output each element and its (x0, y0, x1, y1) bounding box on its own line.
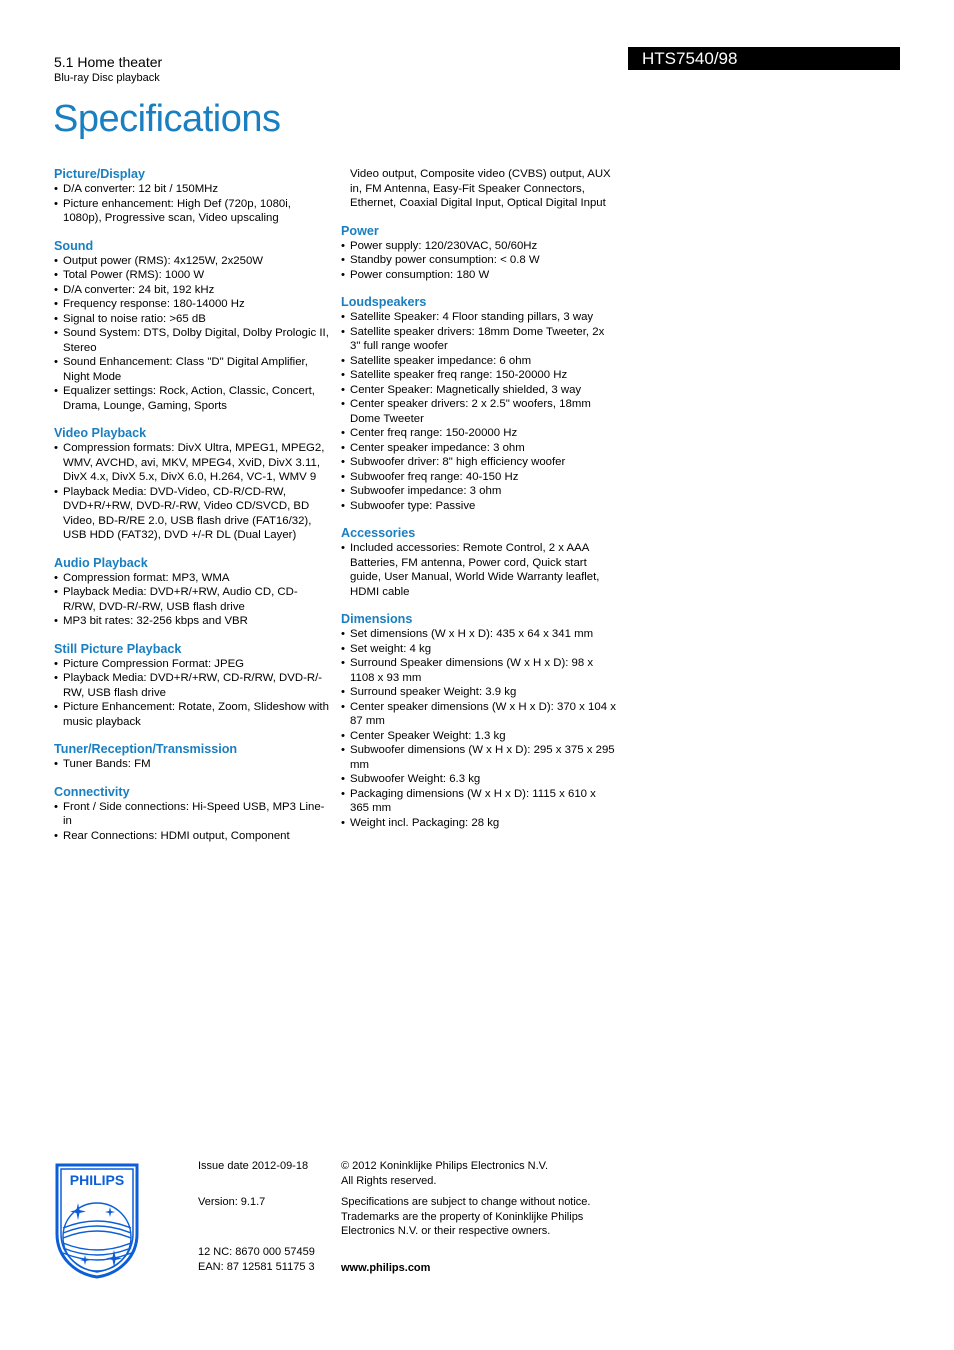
spec-item: • Subwoofer Weight: 6.3 kg (341, 772, 617, 787)
spec-item: • Compression format: MP3, WMA (54, 571, 330, 586)
section-title: Dimensions (341, 612, 413, 626)
spec-item: • Picture Compression Format: JPEG (54, 657, 330, 672)
page-title: Specifications (53, 98, 281, 140)
section-title: Connectivity (54, 784, 130, 799)
spec-list (341, 627, 617, 830)
section-title: Picture/Display (54, 167, 145, 181)
spec-list (54, 254, 330, 414)
product-subtitle: Blu-ray Disc playback (54, 72, 160, 84)
spec-column-left (54, 167, 330, 843)
spec-list (341, 310, 617, 513)
philips-wordmark: PHILIPS (69, 1172, 125, 1188)
spec-item: • Satellite speaker freq range: 150-20000 Hz (341, 368, 617, 383)
spec-item: • Satellite speaker drivers: 18mm Dome Tweeter, 2x 3" full range woofer (341, 325, 617, 354)
legal-notice: Specifications are subject to change without notice. Trademarks are the property of Koninklijke Philips Electronics N.V. or their respective owners. (341, 1196, 591, 1237)
spec-item: • Sound Enhancement: Class "D" Digital Amplifier, Night Mode (54, 355, 330, 384)
spec-item: • Packaging dimensions (W x H x D): 1115 x 610 x 365 mm (341, 787, 617, 816)
spec-item: • D/A converter: 12 bit / 150MHz (54, 182, 330, 197)
footer-issue-info (198, 1159, 315, 1274)
rights-reserved: All Rights reserved. (341, 1174, 437, 1187)
section-title: Power (341, 223, 379, 238)
spec-item: • Playback Media: DVD-Video, CD-R/CD-RW, DVD+R/+RW, DVD-R/-RW, Video CD/SVCD, BD Video, BD-R/RE 2.0, USB flash drive (FAT16/32), USB HDD (FAT32), DVD +/-R DL (Dual Layer) (54, 485, 330, 543)
spec-item: • Center speaker dimensions (W x H x D): 370 x 104 x 87 mm (341, 700, 617, 729)
connectivity-continuation: Video output, Composite video (CVBS) output, AUX in, FM Antenna, Easy-Fit Speaker Connectors, Ethernet, Coaxial Digital Input, Optical Digital Input (350, 168, 611, 209)
section-title: Sound (54, 238, 94, 253)
spec-item: • Picture Enhancement: Rotate, Zoom, Slideshow with music playback (54, 700, 330, 729)
product-line: 5.1 Home theater (54, 54, 163, 70)
version: Version: 9.1.7 (198, 1195, 266, 1208)
spec-item: • Set dimensions (W x H x D): 435 x 64 x 341 mm (341, 627, 617, 642)
spec-item: • Front / Side connections: Hi-Speed USB, MP3 Line-in (54, 800, 330, 829)
spec-item: • Center Speaker Weight: 1.3 kg (341, 729, 617, 744)
spec-column-right (341, 167, 617, 830)
spec-item: • Playback Media: DVD+R/+RW, Audio CD, CD-R/RW, DVD-R/-RW, USB flash drive (54, 585, 330, 614)
spec-item: • Playback Media: DVD+R/+RW, CD-R/RW, DVD-R/-RW, USB flash drive (54, 671, 330, 700)
spec-item: • Frequency response: 180-14000 Hz (54, 297, 330, 312)
spec-item: • Subwoofer freq range: 40-150 Hz (341, 470, 617, 485)
spec-item: • Weight incl. Packaging: 28 kg (341, 816, 617, 831)
spec-item: • Signal to noise ratio: >65 dB (54, 312, 330, 327)
spec-item: • Subwoofer driver: 8" high efficiency woofer (341, 455, 617, 470)
spec-list (54, 182, 330, 226)
spec-item: • Center freq range: 150-20000 Hz (341, 426, 617, 441)
section-title: Audio Playback (54, 555, 148, 570)
section-title: Accessories (341, 526, 416, 540)
section-title: Video Playback (54, 426, 147, 440)
spec-item: • Output power (RMS): 4x125W, 2x250W (54, 254, 330, 269)
section-title: Loudspeakers (341, 295, 427, 309)
spec-item: • Subwoofer dimensions (W x H x D): 295 x 375 x 295 mm (341, 743, 617, 772)
spec-item: • Total Power (RMS): 1000 W (54, 268, 330, 283)
spec-item: • Subwoofer type: Passive (341, 499, 617, 514)
spec-item: • Surround speaker Weight: 3.9 kg (341, 685, 617, 700)
spec-item: • Center speaker impedance: 3 ohm (341, 441, 617, 456)
website-link[interactable]: www.philips.com (341, 1261, 431, 1274)
spec-item: • Satellite speaker impedance: 6 ohm (341, 354, 617, 369)
issue-date: Issue date 2012-09-18 (198, 1160, 309, 1172)
copyright-line: © 2012 Koninklijke Philips Electronics N.V. (341, 1160, 549, 1172)
spec-item: • MP3 bit rates: 32-256 kbps and VBR (54, 614, 330, 629)
header-product-info (54, 54, 162, 85)
section-title: Still Picture Playback (54, 641, 182, 656)
spec-list (54, 800, 330, 844)
spec-item: • D/A converter: 24 bit, 192 kHz (54, 283, 330, 298)
spec-list (341, 239, 617, 283)
spec-item: • Set weight: 4 kg (341, 642, 617, 657)
spec-item: • Equalizer settings: Rock, Action, Classic, Concert, Drama, Lounge, Gaming, Sports (54, 384, 330, 413)
nc-code: 12 NC: 8670 000 57459 (198, 1246, 315, 1258)
right-sections (341, 224, 617, 831)
spec-list (341, 541, 617, 599)
spec-list (54, 757, 330, 772)
spec-list (54, 571, 330, 629)
spec-list (54, 657, 330, 730)
spec-item: • Rear Connections: HDMI output, Component (54, 829, 330, 844)
spec-item: • Sound System: DTS, Dolby Digital, Dolby Prologic II, Stereo (54, 326, 330, 355)
spec-item: • Center Speaker: Magnetically shielded, 3 way (341, 383, 617, 398)
spec-item: • Subwoofer impedance: 3 ohm (341, 484, 617, 499)
spec-item: • Power supply: 120/230VAC, 50/60Hz (341, 239, 617, 254)
spec-item: • Standby power consumption: < 0.8 W (341, 253, 617, 268)
footer-legal-info (341, 1159, 601, 1275)
spec-item: • Included accessories: Remote Control, 2 x AAA Batteries, FM antenna, Power cord, Quick start guide, User Manual, World Wide Warranty leaflet, HDMI cable (341, 541, 617, 599)
spec-item: • Power consumption: 180 W (341, 268, 617, 283)
spec-item: • Surround Speaker dimensions (W x H x D): 98 x 1108 x 93 mm (341, 656, 617, 685)
spec-item: • Picture enhancement: High Def (720p, 1080i, 1080p), Progressive scan, Video upscaling (54, 197, 330, 226)
philips-shield-logo (54, 1162, 140, 1279)
model-number-bar: HTS7540/98 (628, 47, 900, 70)
spec-item: • Tuner Bands: FM (54, 757, 330, 772)
spec-item: • Satellite Speaker: 4 Floor standing pillars, 3 way (341, 310, 617, 325)
spec-item: • Compression formats: DivX Ultra, MPEG1, MPEG2, WMV, AVCHD, avi, MKV, MPEG4, XviD, DivX 3.11, DivX 4.x, DivX 5.x, DivX 6.0, H.264, VC-1, WMV 9 (54, 441, 330, 485)
spec-item: • Center speaker drivers: 2 x 2.5" woofers, 18mm Dome Tweeter (341, 397, 617, 426)
section-title: Tuner/Reception/Transmission (54, 742, 238, 756)
spec-list (54, 441, 330, 543)
ean-code: EAN: 87 12581 51175 3 (198, 1260, 315, 1273)
